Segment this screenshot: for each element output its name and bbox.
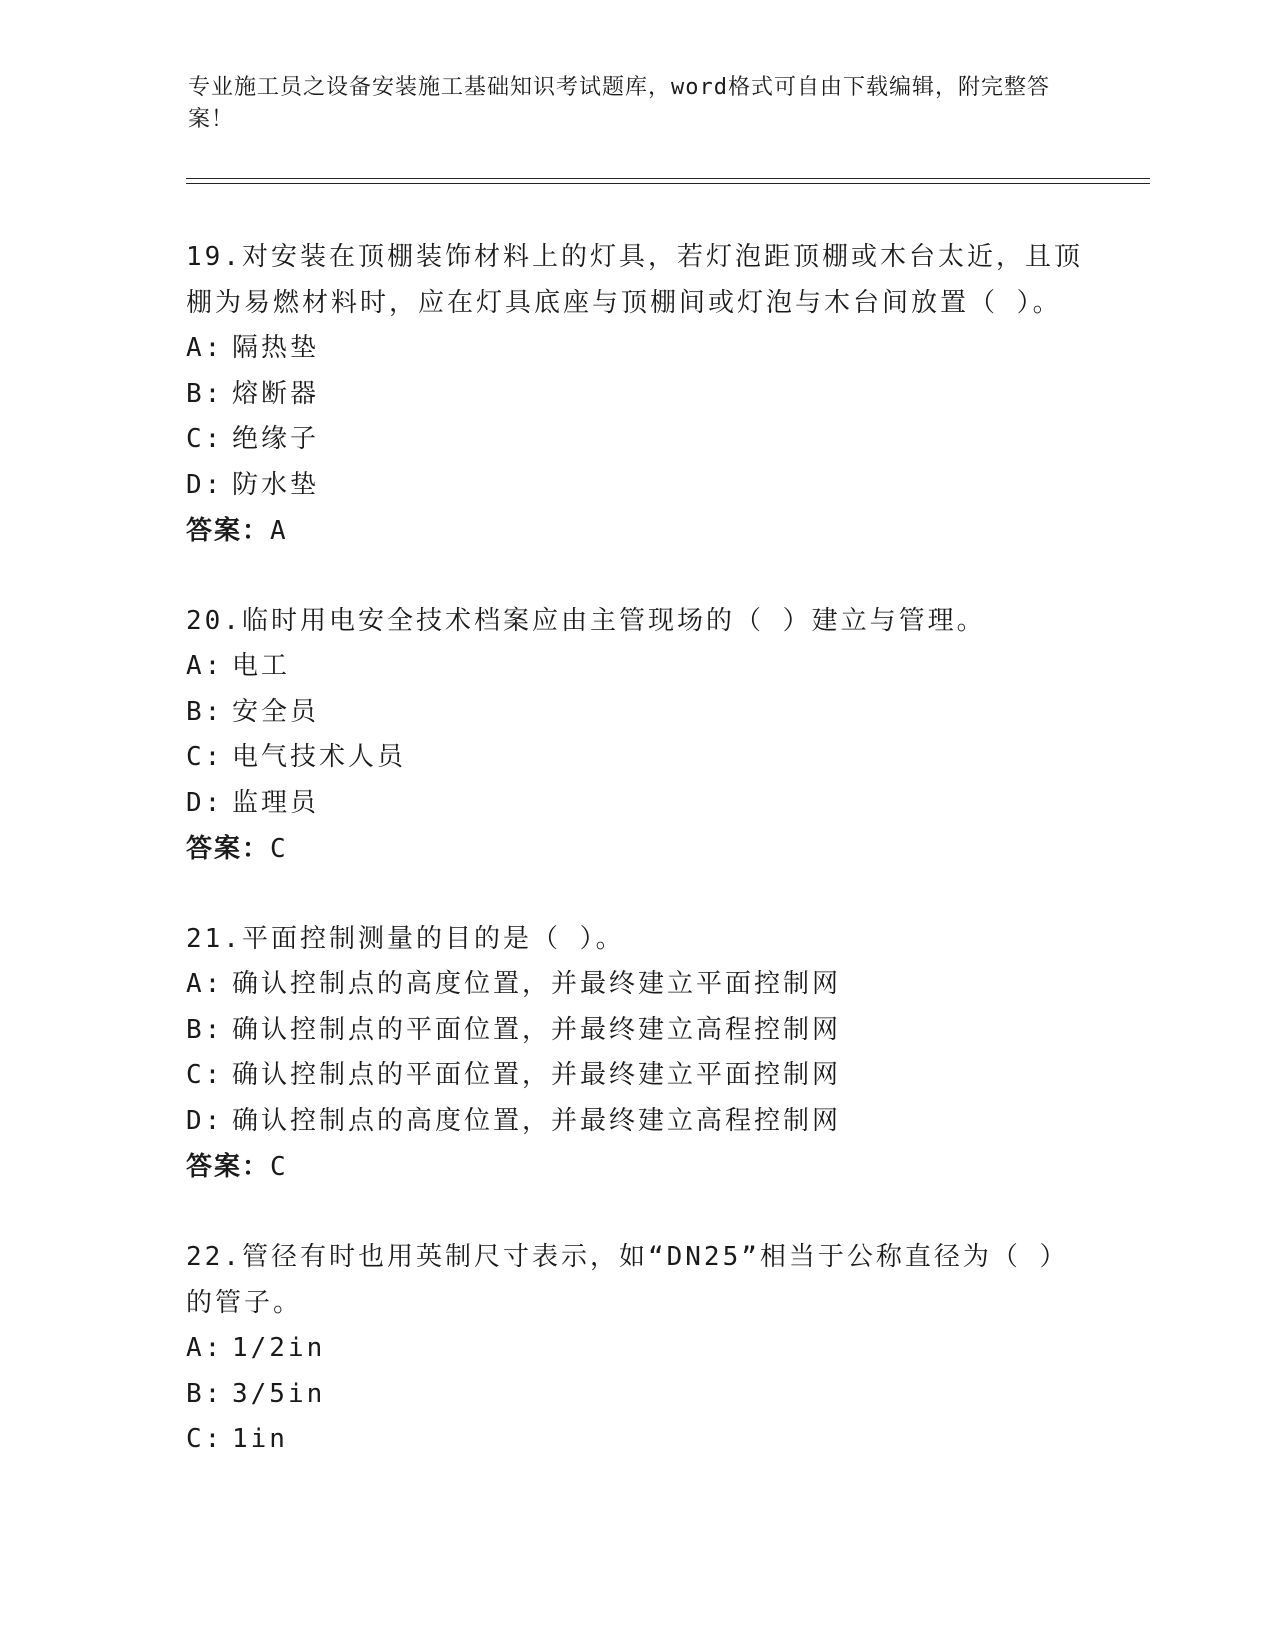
question-22	[186, 1234, 1086, 1463]
answer-value: A	[270, 516, 288, 546]
answer-value: C	[270, 1152, 288, 1182]
option-text: 1in	[232, 1424, 288, 1454]
answer-label: 答案：	[186, 834, 271, 864]
option-letter: A:	[186, 651, 224, 681]
option-letter: B:	[186, 696, 224, 727]
option-letter: C:	[186, 1424, 224, 1454]
question-text: 21.平面控制测量的目的是（ ）。	[186, 924, 625, 954]
question-text: 22.管径有时也用英制尺寸表示，如“DN25”相当于公称直径为（ ）的管子。	[186, 1242, 1069, 1318]
option-letter: D:	[186, 1105, 224, 1136]
option-letter: A:	[186, 1333, 224, 1363]
option-d	[186, 781, 1086, 827]
option-letter: B:	[186, 1378, 224, 1409]
header-rule-top	[186, 178, 1150, 179]
option-c	[186, 1053, 1086, 1099]
option-letter: D:	[186, 469, 224, 500]
option-text: 绝缘子	[232, 424, 320, 454]
option-text: 电工	[232, 651, 291, 681]
option-text: 1/2in	[232, 1333, 326, 1363]
option-letter: B:	[186, 378, 224, 409]
answer-line	[186, 826, 1086, 872]
option-b	[186, 1372, 1086, 1418]
option-b	[186, 690, 1086, 736]
option-d	[186, 463, 1086, 509]
option-text: 防水垫	[232, 469, 320, 500]
option-letter: C:	[186, 1060, 224, 1090]
question-21	[186, 916, 1086, 1190]
option-a	[186, 1326, 1086, 1372]
option-text: 安全员	[232, 696, 320, 727]
option-letter: D:	[186, 787, 224, 818]
option-c	[186, 1417, 1086, 1463]
header-title: 专业施工员之设备安装施工基础知识考试题库，word格式可自由下载编辑，附完整答案！	[188, 75, 1050, 132]
option-text: 熔断器	[232, 378, 320, 409]
option-text: 确认控制点的高度位置，并最终建立高程控制网	[232, 1105, 842, 1136]
question-list	[186, 234, 1086, 1507]
option-letter: B:	[186, 1014, 224, 1045]
option-letter: C:	[186, 424, 224, 454]
question-19	[186, 234, 1086, 554]
option-letter: C:	[186, 742, 224, 772]
option-a	[186, 644, 1086, 690]
option-b	[186, 1008, 1086, 1054]
option-a	[186, 962, 1086, 1008]
option-text: 隔热垫	[232, 333, 320, 363]
answer-line	[186, 508, 1086, 554]
question-20	[186, 598, 1086, 872]
option-c	[186, 417, 1086, 463]
option-a	[186, 326, 1086, 372]
header-rule-bottom	[186, 183, 1150, 184]
option-b	[186, 372, 1086, 418]
option-d	[186, 1099, 1086, 1145]
option-text: 确认控制点的高度位置，并最终建立平面控制网	[232, 969, 842, 999]
option-text: 3/5in	[232, 1378, 326, 1409]
option-text: 确认控制点的平面位置，并最终建立高程控制网	[232, 1014, 842, 1045]
answer-label: 答案：	[186, 1152, 271, 1182]
answer-line	[186, 1144, 1086, 1190]
option-text: 监理员	[232, 787, 320, 818]
answer-label: 答案：	[186, 516, 271, 546]
option-text: 确认控制点的平面位置，并最终建立平面控制网	[232, 1060, 842, 1090]
question-text: 20.临时用电安全技术档案应由主管现场的（ ）建立与管理。	[186, 606, 986, 636]
question-text: 19.对安装在顶棚装饰材料上的灯具，若灯泡距顶棚或木台太近，且顶棚为易燃材料时，应在灯具底座与顶棚间或灯泡与木台间放置（ ）。	[186, 242, 1083, 318]
option-text: 电气技术人员	[232, 742, 407, 772]
option-c	[186, 735, 1086, 781]
answer-value: C	[270, 834, 288, 864]
option-letter: A:	[186, 969, 224, 999]
document-header	[188, 72, 1068, 136]
option-letter: A:	[186, 333, 224, 363]
